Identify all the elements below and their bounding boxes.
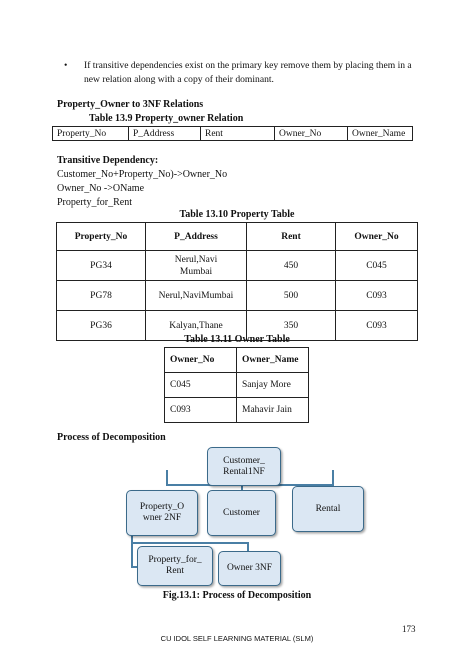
table-cell: Nerul,Navi Mumbai	[146, 251, 247, 281]
node-rental	[292, 486, 364, 532]
node-label: Property_for_ Rent	[148, 555, 202, 576]
page-number: 173	[402, 624, 416, 634]
transitive-line-3: Property_for_Rent	[57, 197, 132, 208]
table-cell: Kalyan,Thane	[146, 311, 247, 341]
bullet-line-1: If transitive dependencies exist on the primary key remove them by placing them in a	[84, 60, 412, 71]
table-row	[165, 398, 309, 423]
table-cell: PG34	[57, 251, 146, 281]
decomposition-heading: Process of Decomposition	[57, 432, 166, 443]
node-label: Owner 3NF	[226, 563, 273, 573]
transitive-line-2: Owner_No ->OName	[57, 183, 145, 194]
table-13-9	[52, 126, 413, 141]
node-property-owner-2nf	[126, 490, 198, 536]
node-customer-rental-1nf	[207, 447, 281, 486]
column-header: Owner_No	[336, 223, 418, 251]
node-label: Customer_ Rental1NF	[223, 455, 265, 477]
connector-line	[131, 536, 133, 568]
table-cell: Owner_Name	[348, 127, 413, 141]
table-cell: C093	[336, 281, 418, 311]
connector-line	[332, 470, 334, 486]
node-property-for-rent	[137, 546, 213, 586]
table-cell: Owner_No	[275, 127, 348, 141]
table-cell: Mahavir Jain	[237, 398, 309, 423]
node-owner-3nf	[218, 551, 281, 586]
table-cell: C045	[336, 251, 418, 281]
table-row	[53, 127, 413, 141]
table-cell: PG78	[57, 281, 146, 311]
table-cell: Property_No	[53, 127, 129, 141]
column-header: Rent	[247, 223, 336, 251]
transitive-line-1: Customer_No+Property_No)->Owner_No	[57, 169, 228, 180]
table-cell: 450	[247, 251, 336, 281]
table-cell: C093	[336, 311, 418, 341]
table-cell: C045	[165, 373, 237, 398]
table-cell: 500	[247, 281, 336, 311]
bullet-line-2: new relation along with a copy of their dominant.	[84, 74, 274, 85]
table-cell: Rent	[201, 127, 275, 141]
node-label: Customer	[223, 507, 260, 518]
column-header: Owner_Name	[237, 348, 309, 373]
table-cell: P_Address	[129, 127, 201, 141]
table-13-10-caption: Table 13.10 Property Table	[179, 209, 295, 220]
section-heading: Property_Owner to 3NF Relations	[57, 99, 204, 110]
figure-caption: Fig.13.1: Process of Decomposition	[162, 590, 312, 601]
column-header: Owner_No	[165, 348, 237, 373]
table-13-9-caption: Table 13.9 Property_owner Relation	[89, 113, 244, 124]
table-13-11	[164, 347, 309, 423]
table-cell: 350	[247, 311, 336, 341]
table-cell: C093	[165, 398, 237, 423]
node-label: Property_O wner 2NF	[139, 502, 185, 523]
bullet-marker: •	[64, 60, 68, 71]
connector-line	[131, 542, 249, 544]
table-row	[165, 373, 309, 398]
node-label: Rental	[315, 503, 341, 514]
table-cell: Nerul,NaviMumbai	[146, 281, 247, 311]
column-header: Property_No	[57, 223, 146, 251]
transitive-heading: Transitive Dependency:	[57, 155, 159, 166]
table-row	[57, 251, 418, 281]
table-header-row	[57, 223, 418, 251]
table-13-10	[56, 222, 418, 341]
table-cell: Sanjay More	[237, 373, 309, 398]
table-row	[57, 281, 418, 311]
footer-text: CU IDOL SELF LEARNING MATERIAL (SLM)	[160, 634, 314, 643]
table-cell: PG36	[57, 311, 146, 341]
table-header-row	[165, 348, 309, 373]
column-header: P_Address	[146, 223, 247, 251]
node-customer	[207, 490, 276, 536]
connector-line	[166, 470, 168, 485]
table-13-11-caption: Table 13.11 Owner Table	[184, 334, 290, 345]
connector-line	[247, 542, 249, 551]
